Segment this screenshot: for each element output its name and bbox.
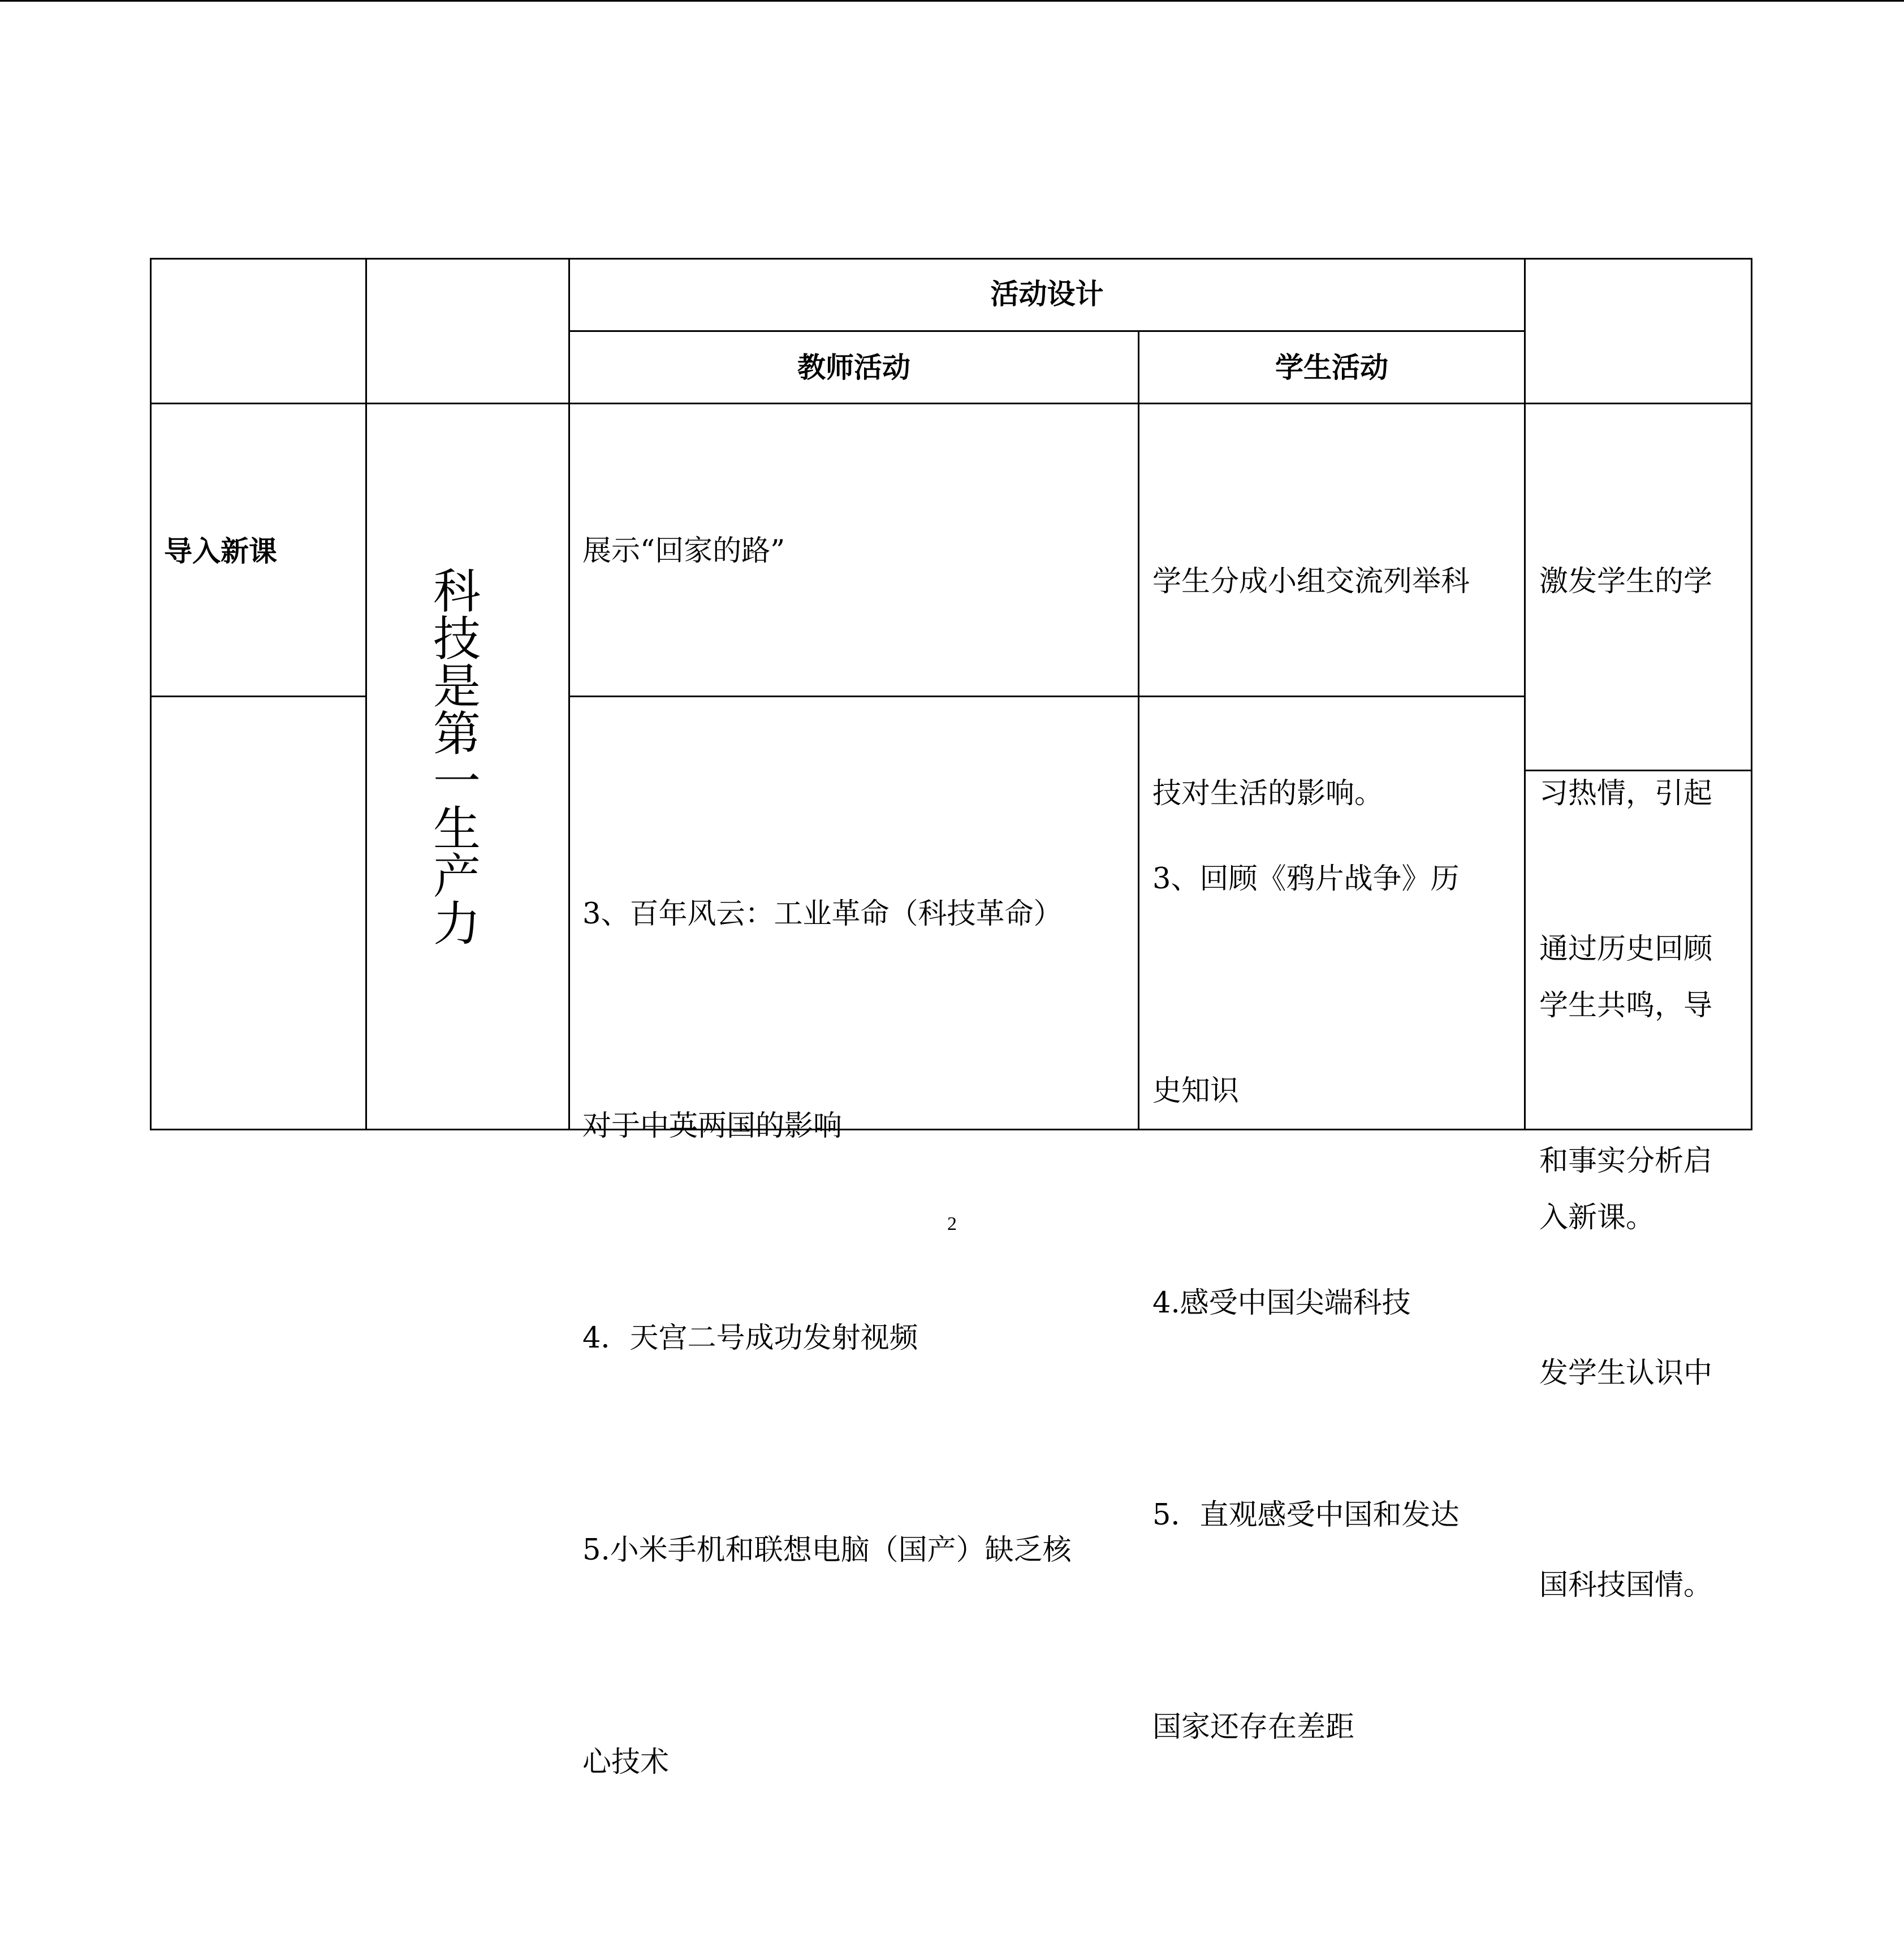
row2-teacher-line: 3、百年风云：工业革命（科技革命） xyxy=(582,897,1063,931)
divider-col4 xyxy=(1524,258,1526,1130)
page-top-border xyxy=(0,0,1904,2)
section-label: 导入新课 xyxy=(164,535,277,568)
row1-student-line: 学生分成小组交流列举科 xyxy=(1152,565,1470,598)
theme-title-char: 产 xyxy=(433,849,481,904)
header-teacher-activity: 教师活动 xyxy=(797,351,910,384)
theme-title-vertical xyxy=(429,564,485,952)
divider-label-row xyxy=(150,696,367,697)
divider-col2 xyxy=(568,258,570,1130)
row2-teacher-activity xyxy=(582,737,1137,1939)
theme-title-char: 是 xyxy=(433,659,481,714)
row2-intent xyxy=(1539,772,1748,1762)
row2-student-activity xyxy=(1152,702,1520,1904)
header-student-activity: 学生活动 xyxy=(1275,351,1388,384)
divider-col1 xyxy=(365,258,367,1130)
row2-teacher-line: 心技术 xyxy=(582,1746,670,1779)
row2-teacher-line: 4．天宫二号成功发射视频 xyxy=(582,1322,918,1355)
row2-student-line: 国家还存在差距 xyxy=(1152,1711,1355,1744)
row2-intent-line: 通过历史回顾 xyxy=(1539,932,1713,966)
row1-intent-line: 激发学生的学 xyxy=(1539,565,1713,598)
row2-student-line: 5．直观感受中国和发达 xyxy=(1152,1498,1460,1532)
row1-student-line: 技对生活的影响。 xyxy=(1152,777,1384,810)
row1-teacher-activity: 展示“回家的路” xyxy=(582,534,785,568)
row2-intent-line: 国科技国情。 xyxy=(1539,1569,1713,1602)
theme-title-char: 力 xyxy=(433,896,481,952)
row2-teacher-line: 5.小米手机和联想电脑（国产）缺乏核 xyxy=(582,1534,1072,1567)
row1-intent-line: 学生共鸣，导 xyxy=(1539,989,1713,1022)
row2-student-line: 3、回顾《鸦片战争》历 xyxy=(1152,862,1460,896)
row2-student-line: 4.感受中国尖端科技 xyxy=(1152,1286,1411,1320)
row2-intent-line: 和事实分析启 xyxy=(1539,1145,1713,1178)
row2-student-line: 史知识 xyxy=(1152,1074,1240,1108)
header-activity-design: 活动设计 xyxy=(990,278,1104,310)
theme-title-char: 生 xyxy=(433,801,481,857)
theme-title-char: 技 xyxy=(433,611,481,667)
row1-intent-line: 习热情，引起 xyxy=(1539,777,1713,810)
theme-title-char: 科 xyxy=(433,564,481,619)
row2-intent-line: 发学生认识中 xyxy=(1539,1357,1713,1390)
page-number: 2 xyxy=(947,1214,957,1234)
row1-intent-line: 入新课。 xyxy=(1539,1201,1655,1234)
divider-header-split xyxy=(568,330,1526,332)
row2-teacher-line: 对于中英两国的影响 xyxy=(582,1109,843,1143)
divider-col3 xyxy=(1138,330,1139,1130)
theme-title-char: 第 xyxy=(433,706,481,762)
divider-header-bottom xyxy=(150,403,1752,404)
theme-title-char: 一 xyxy=(433,754,481,809)
